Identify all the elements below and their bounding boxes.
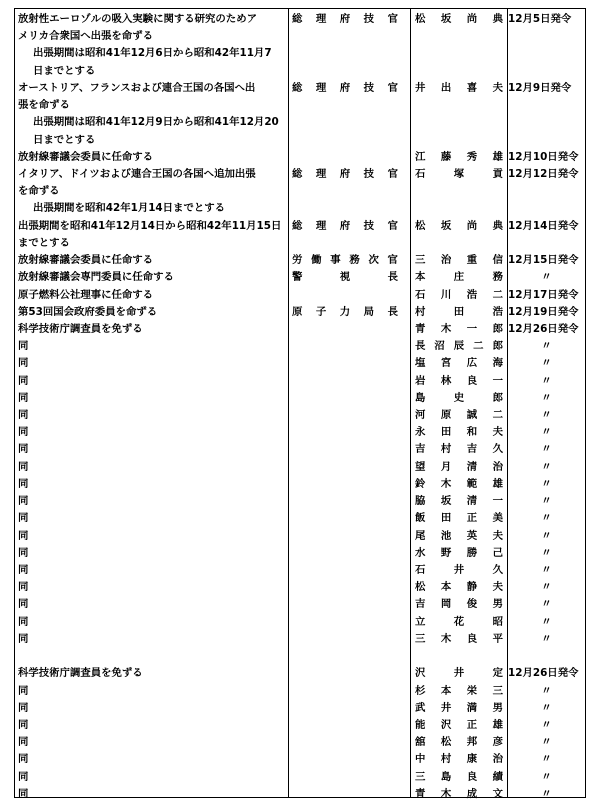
- table-row: [15, 683, 585, 700]
- official-title: [292, 545, 398, 562]
- person-name: 井 出 喜 夫: [415, 81, 503, 94]
- issue-date: 〃: [541, 684, 552, 697]
- issue-date: 〃: [541, 581, 552, 594]
- person-name: 立 花 昭: [415, 615, 503, 628]
- issue-date: 〃: [541, 426, 552, 439]
- personnel-announcements-table: [14, 8, 586, 798]
- announcement-text: 放射線審議会委員に任命する: [18, 254, 154, 267]
- table-row: [15, 218, 585, 235]
- announcement-text: 出張期間は昭和41年12月9日から昭和41年12月20: [33, 116, 279, 129]
- issue-date: [508, 132, 585, 149]
- table-row: [15, 45, 585, 62]
- issue-date: 〃: [541, 598, 552, 611]
- announcement-text: オーストリア、フランスおよび連合王国の各国へ出: [18, 81, 256, 94]
- issue-date: 〃: [541, 564, 552, 576]
- table-row: [15, 562, 585, 579]
- table-row: [15, 476, 585, 493]
- issue-date: 〃: [541, 787, 552, 800]
- official-title: [292, 614, 398, 631]
- issue-date: 〃: [541, 753, 552, 766]
- person-name: 脇 坂 清 一: [415, 495, 503, 508]
- issue-date: 〃: [541, 512, 552, 525]
- announcement-text: 出張期間を昭和42年1月14日までとする: [33, 202, 226, 215]
- official-title: [292, 114, 398, 131]
- issue-date: [508, 45, 585, 62]
- official-title: [292, 528, 398, 545]
- issue-date: 〃: [541, 443, 552, 456]
- person-name: [415, 235, 503, 252]
- announcement-text: 同: [18, 340, 29, 353]
- person-name: [415, 97, 503, 114]
- announcement-text: 同: [18, 684, 29, 697]
- table-row: [15, 459, 585, 476]
- table-row: [15, 734, 585, 751]
- table-row: [15, 751, 585, 768]
- person-name: 青 木 一 郎: [415, 322, 503, 335]
- person-name: 松 坂 尚 典: [415, 219, 503, 232]
- table-row: [15, 132, 585, 149]
- announcement-text: 原子燃料公社理事に任命する: [18, 288, 154, 301]
- official-title: [292, 441, 398, 458]
- person-name: [415, 28, 503, 45]
- official-title: [292, 63, 398, 80]
- official-title: [292, 149, 398, 166]
- table-row: [15, 579, 585, 596]
- announcement-text: 同: [18, 460, 29, 473]
- announcement-text: 同: [18, 753, 29, 766]
- announcement-text: 張を命ずる: [18, 99, 70, 112]
- official-title: [292, 751, 398, 768]
- table-row: [15, 493, 585, 510]
- announcement-text: 科学技術庁調査員を免ずる: [18, 667, 143, 680]
- table-row: [15, 166, 585, 183]
- official-title: [292, 200, 398, 217]
- official-title: [292, 321, 398, 338]
- announcement-text: 同: [18, 495, 29, 508]
- person-name: [415, 648, 503, 665]
- announcement-text: 日までとする: [33, 64, 96, 77]
- official-title: [292, 390, 398, 407]
- announcement-text: 同: [18, 770, 29, 783]
- official-title: [292, 373, 398, 390]
- table-row: [15, 97, 585, 114]
- announcement-text: 放射性エーロゾルの吸入実験に関する研究のためア: [18, 13, 257, 25]
- table-row: [15, 510, 585, 527]
- person-name: 杉 本 栄 三: [415, 684, 503, 697]
- table-row: [15, 545, 585, 562]
- announcement-text: 同: [18, 512, 29, 525]
- person-name: [415, 63, 503, 80]
- person-name: 石 塚 貢: [415, 167, 503, 180]
- issue-date: 12月26日発令: [508, 667, 579, 680]
- person-name: [415, 45, 503, 62]
- issue-date: 〃: [541, 409, 552, 422]
- issue-date: 〃: [541, 340, 552, 353]
- official-title: 総 理 府 技 官: [292, 81, 398, 94]
- official-title: [292, 45, 398, 62]
- table-row: [15, 424, 585, 441]
- announcement-text: イタリア、ドイツおよび連合王国の各国へ追加出張: [18, 167, 256, 180]
- table-row: [15, 648, 585, 665]
- official-title: [292, 355, 398, 372]
- announcement-text: 同: [18, 529, 29, 542]
- person-name: 松 本 静 夫: [415, 581, 503, 594]
- person-name: 鈴 木 範 雄: [415, 477, 503, 490]
- table-row: [15, 338, 585, 355]
- announcement-text: 同: [18, 357, 29, 370]
- issue-date: 〃: [541, 615, 552, 628]
- issue-date: 12月12日発令: [508, 167, 579, 180]
- table-row: [15, 717, 585, 734]
- issue-date: 〃: [541, 374, 552, 387]
- person-name: 石 川 浩 二: [415, 288, 503, 301]
- announcement-text: 同: [18, 409, 29, 422]
- official-title: [292, 183, 398, 200]
- person-name: 中 村 康 治: [415, 753, 503, 766]
- table-row: [15, 183, 585, 200]
- official-title: 労 働 事 務 次 官: [292, 254, 398, 267]
- table-row: [15, 631, 585, 648]
- person-name: 長 沼 辰 二 郎: [415, 340, 503, 353]
- announcement-text: 同: [18, 718, 29, 731]
- person-name: 本 庄 務: [415, 271, 503, 284]
- table-row: [15, 11, 585, 28]
- announcement-text: 同: [18, 632, 29, 645]
- official-title: 原 子 力 局 長: [292, 305, 398, 318]
- person-name: 武 井 満 男: [415, 701, 503, 714]
- issue-date: [508, 183, 585, 200]
- issue-date: 〃: [541, 529, 552, 542]
- person-name: 岩 林 良 一: [415, 374, 503, 387]
- table-row: [15, 355, 585, 372]
- announcement-text: 同: [18, 581, 29, 594]
- issue-date: 12月5日発令: [508, 13, 572, 25]
- announcement-text: 同: [18, 787, 29, 800]
- person-name: 江 藤 秀 雄: [415, 150, 503, 163]
- issue-date: 〃: [541, 271, 552, 284]
- official-title: [292, 579, 398, 596]
- issue-date: 〃: [541, 546, 552, 559]
- table-row: [15, 390, 585, 407]
- official-title: [292, 97, 398, 114]
- issue-date: [508, 114, 585, 131]
- official-title: [292, 510, 398, 527]
- table-row: [15, 614, 585, 631]
- person-name: 石 井 久: [415, 564, 503, 576]
- person-name: 塩 宮 広 海: [415, 357, 503, 370]
- person-name: 望 月 清 治: [415, 460, 503, 473]
- table-row: [15, 528, 585, 545]
- announcement-text: 放射線審議会専門委員に任命する: [18, 271, 174, 284]
- table-rows: [15, 11, 585, 803]
- person-name: 吉 村 吉 久: [415, 443, 503, 456]
- issue-date: 12月15日発令: [508, 254, 579, 267]
- official-title: [292, 786, 398, 803]
- announcement-text: 同: [18, 701, 29, 714]
- official-title: [292, 665, 398, 682]
- official-title: [292, 717, 398, 734]
- issue-date: [508, 97, 585, 114]
- announcement-text: 同: [18, 426, 29, 439]
- official-title: [292, 287, 398, 304]
- person-name: [415, 200, 503, 217]
- person-name: [415, 183, 503, 200]
- official-title: [292, 683, 398, 700]
- table-row: [15, 407, 585, 424]
- announcement-text: を命ずる: [18, 185, 60, 198]
- person-name: 三 木 良 平: [415, 632, 503, 645]
- official-title: [292, 648, 398, 665]
- issue-date: 〃: [541, 632, 552, 645]
- announcement-text: 科学技術庁調査員を免ずる: [18, 322, 143, 335]
- table-row: [15, 700, 585, 717]
- table-row: [15, 269, 585, 286]
- issue-date: 〃: [541, 391, 552, 404]
- official-title: 総 理 府 技 官: [292, 13, 398, 25]
- person-name: 河 原 誠 二: [415, 409, 503, 422]
- issue-date: 12月9日発令: [508, 81, 572, 94]
- official-title: [292, 235, 398, 252]
- issue-date: [508, 200, 585, 217]
- person-name: 沢 井 定: [415, 667, 503, 680]
- person-name: 永 田 和 夫: [415, 426, 503, 439]
- official-title: [292, 132, 398, 149]
- person-name: [415, 132, 503, 149]
- person-name: [415, 114, 503, 131]
- table-row: [15, 252, 585, 269]
- table-row: [15, 321, 585, 338]
- issue-date: [508, 63, 585, 80]
- official-title: [292, 459, 398, 476]
- person-name: 水 野 勝 己: [415, 546, 503, 559]
- official-title: [292, 596, 398, 613]
- table-row: [15, 665, 585, 682]
- table-row: [15, 596, 585, 613]
- table-row: [15, 114, 585, 131]
- official-title: 総 理 府 技 官: [292, 167, 398, 180]
- announcement-text: 放射線審議会委員に任命する: [18, 150, 154, 163]
- official-title: [292, 407, 398, 424]
- issue-date: [508, 28, 585, 45]
- announcement-text: 同: [18, 443, 29, 456]
- announcement-text: 日までとする: [33, 133, 96, 146]
- official-title: [292, 562, 398, 579]
- official-title: [292, 424, 398, 441]
- announcement-text: 同: [18, 374, 29, 387]
- announcement-text: 同: [18, 477, 29, 490]
- issue-date: 〃: [541, 770, 552, 783]
- issue-date: [508, 235, 585, 252]
- official-title: [292, 476, 398, 493]
- announcement-text: 出張期間を昭和41年12月14日から昭和42年11月15日: [18, 219, 282, 232]
- person-name: 能 沢 正 雄: [415, 718, 503, 731]
- table-row: [15, 80, 585, 97]
- person-name: 松 坂 尚 典: [415, 13, 503, 25]
- announcement-text: 同: [18, 391, 29, 404]
- person-name: 青 木 成 文: [415, 787, 503, 800]
- announcement-text: までとする: [18, 236, 70, 249]
- issue-date: 〃: [541, 460, 552, 473]
- issue-date: 12月26日発令: [508, 322, 579, 335]
- table-row: [15, 373, 585, 390]
- table-row: [15, 304, 585, 321]
- official-title: [292, 734, 398, 751]
- announcement-text: 同: [18, 598, 29, 611]
- official-title: [292, 338, 398, 355]
- issue-date: 〃: [541, 736, 552, 749]
- official-title: [292, 700, 398, 717]
- person-name: 飯 田 正 美: [415, 512, 503, 525]
- announcement-text: メリカ合衆国へ出張を命ずる: [18, 30, 153, 43]
- person-name: 吉 岡 俊 男: [415, 598, 503, 611]
- announcement-text: 第53回国会政府委員を命ずる: [18, 305, 158, 318]
- announcement-text: 出張期間は昭和41年12月6日から昭和42年11月7: [33, 47, 272, 60]
- issue-date: 12月10日発令: [508, 150, 579, 163]
- issue-date: 12月17日発令: [508, 288, 579, 301]
- issue-date: 〃: [541, 477, 552, 490]
- issue-date: 12月19日発令: [508, 305, 579, 318]
- announcement-text: 同: [18, 564, 29, 576]
- official-title: [292, 493, 398, 510]
- table-row: [15, 63, 585, 80]
- table-row: [15, 200, 585, 217]
- table-row: [15, 149, 585, 166]
- issue-date: 12月14日発令: [508, 219, 579, 232]
- person-name: 三 治 重 信: [415, 254, 503, 267]
- table-row: [15, 287, 585, 304]
- official-title: 総 理 府 技 官: [292, 219, 398, 232]
- person-name: 尾 池 英 夫: [415, 529, 503, 542]
- person-name: 島 史 郎: [415, 391, 503, 404]
- announcement-text: 同: [18, 546, 29, 559]
- table-row: [15, 235, 585, 252]
- announcement-text: 同: [18, 736, 29, 749]
- table-row: [15, 441, 585, 458]
- issue-date: 〃: [541, 357, 552, 370]
- table-row: [15, 769, 585, 786]
- person-name: 村 田 浩: [415, 305, 503, 318]
- person-name: 舘 松 邦 彦: [415, 736, 503, 749]
- issue-date: [508, 648, 585, 665]
- announcement-text: [18, 648, 284, 665]
- announcement-text: 同: [18, 615, 29, 628]
- official-title: [292, 769, 398, 786]
- issue-date: 〃: [541, 718, 552, 731]
- table-row: [15, 786, 585, 803]
- issue-date: 〃: [541, 701, 552, 714]
- official-title: [292, 631, 398, 648]
- official-title: [292, 28, 398, 45]
- issue-date: 〃: [541, 495, 552, 508]
- person-name: 三 島 良 績: [415, 770, 503, 783]
- table-row: [15, 28, 585, 45]
- official-title: 警 視 長: [292, 271, 398, 284]
